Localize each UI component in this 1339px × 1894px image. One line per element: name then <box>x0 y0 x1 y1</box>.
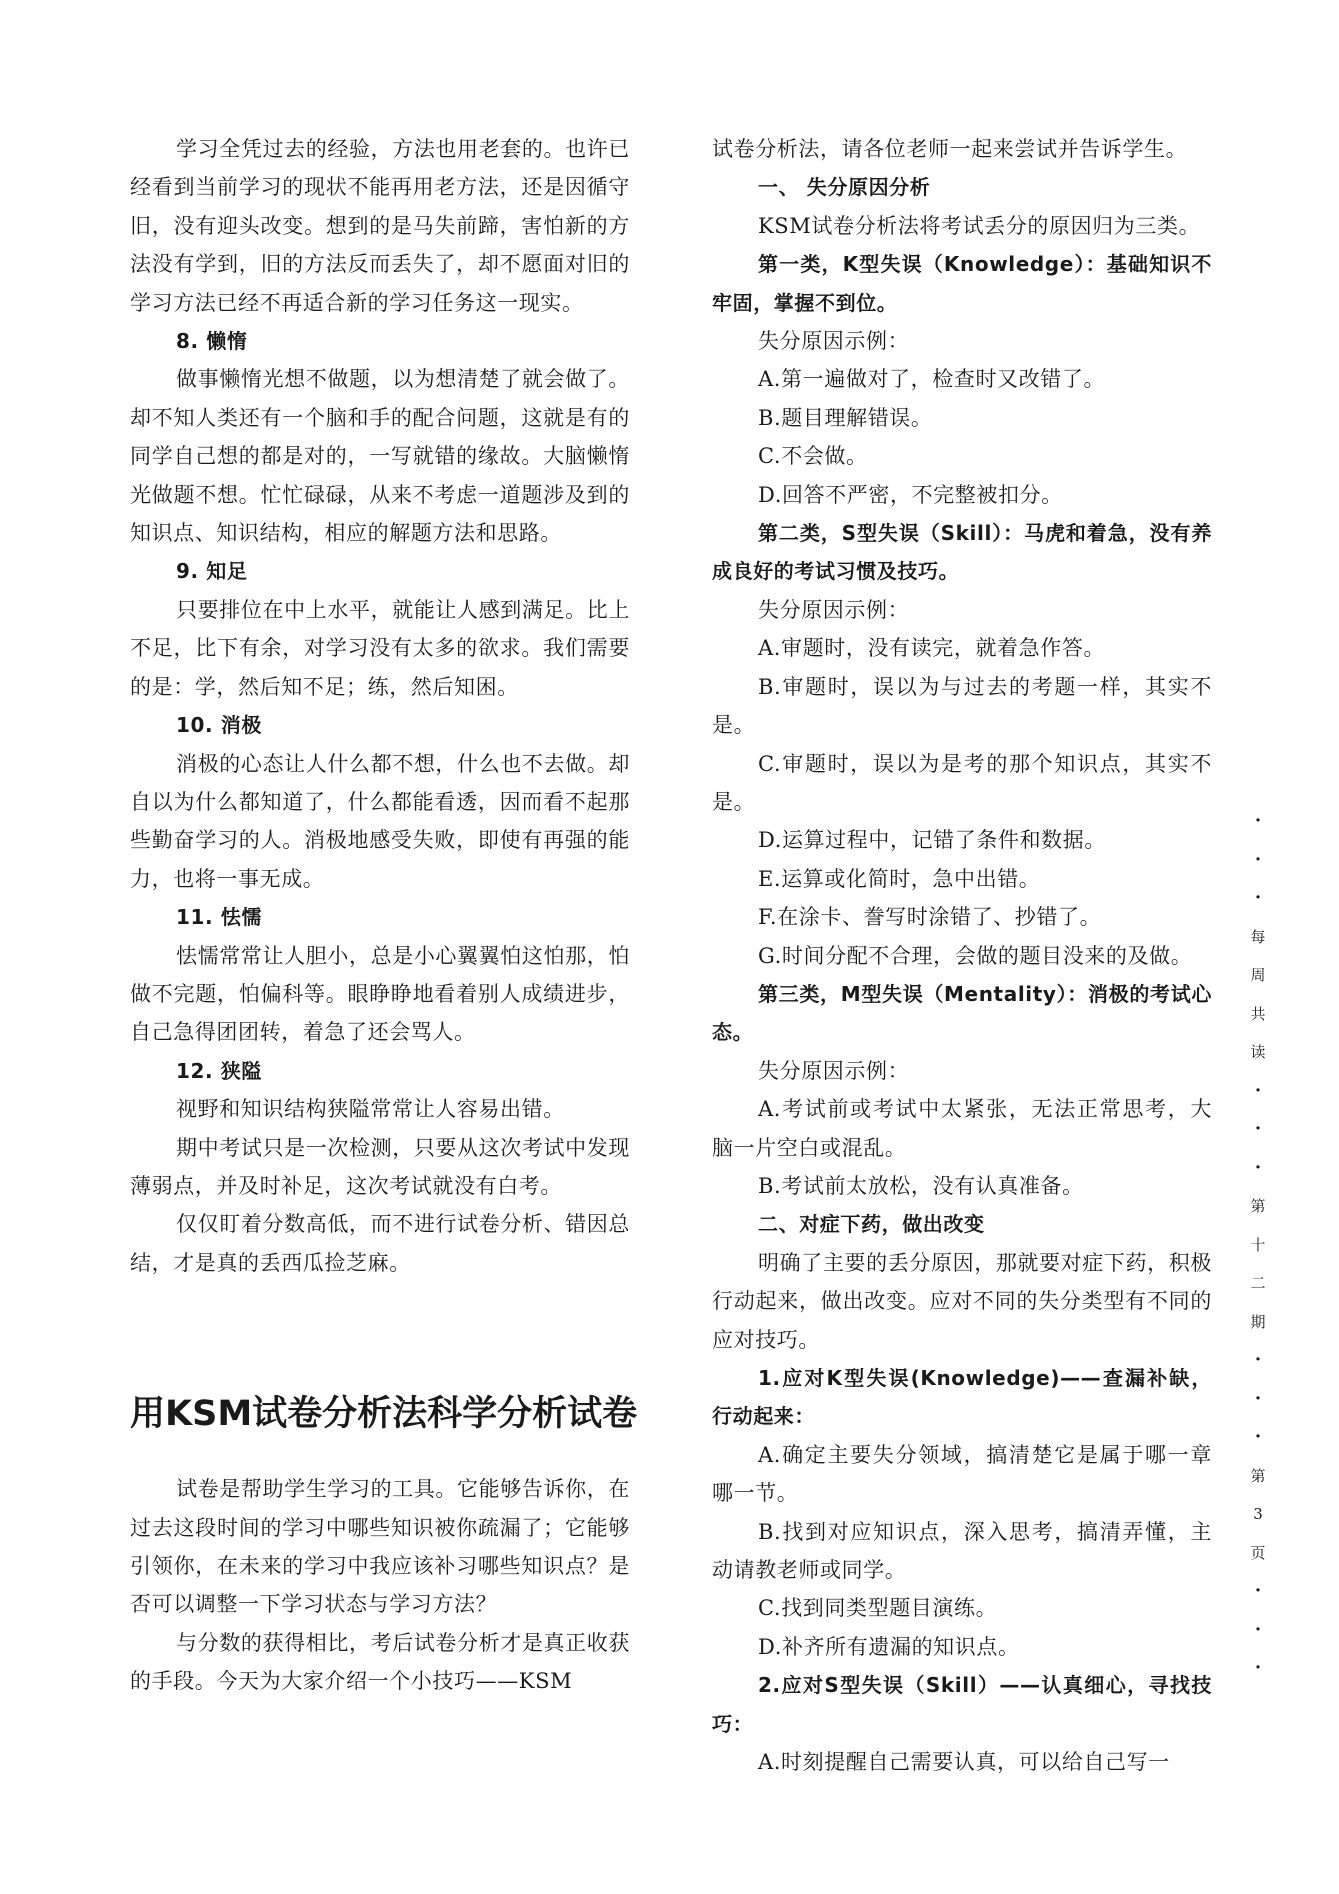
list-item: A.确定主要失分领域，搞清楚它是属于哪一章哪一节。 <box>712 1442 1212 1506</box>
paragraph: 只要排位在中上水平，就能让人感到满足。比上不足，比下有余，对学习没有太多的欲求。我们需要的是：学，然后知不足；练，然后知困。 <box>130 597 630 699</box>
page-number: 3 <box>1253 1505 1263 1523</box>
list-item: E.运算或化简时，急中出错。 <box>758 866 1041 891</box>
subsection-heading: 2.应对S型失误（Skill）——认真细心，寻找技巧： <box>712 1673 1212 1736</box>
paragraph: 失分原因示例： <box>758 329 910 354</box>
paragraph: 仅仅盯着分数高低，而不进行试卷分析、错因总结，才是真的丢西瓜捡芝麻。 <box>130 1212 630 1275</box>
section-heading: 一、 失分原因分析 <box>758 175 931 200</box>
list-item: G.时间分配不合理，会做的题目没来的及做。 <box>758 943 1193 968</box>
section-heading: 10. 消极 <box>176 713 262 738</box>
sidebar-dot: · <box>1254 1079 1262 1101</box>
left-column <box>130 130 638 1701</box>
paragraph: 视野和知识结构狭隘常常让人容易出错。 <box>176 1097 565 1122</box>
sidebar-dot: · <box>1254 1349 1262 1370</box>
list-item: D.运算过程中，记错了条件和数据。 <box>758 828 1106 853</box>
paragraph: 怯懦常常让人胆小，总是小心翼翼怕这怕那，怕做不完题，怕偏科等。眼睁睁地看着别人成绩进步，自己急得团团转，着急了还会骂人。 <box>130 943 630 1045</box>
article-title: 用KSM试卷分析法科学分析试卷 <box>130 1394 638 1435</box>
category-heading: 第二类，S型失误（Skill）：马虎和着急，没有养成良好的考试习惯及技巧。 <box>712 521 1212 584</box>
list-item: F.在涂卡、誊写时涂错了、抄错了。 <box>758 905 1102 930</box>
sidebar-dot: · <box>1254 810 1262 831</box>
paragraph: 明确了主要的丢分原因，那就要对症下药，积极行动起来，做出改变。应对不同的失分类型有不同的应对技巧。 <box>712 1250 1212 1352</box>
paragraph: 期中考试只是一次检测，只要从这次考试中发现薄弱点，并及时补足，这次考试就没有白考。 <box>130 1135 630 1198</box>
section-heading: 9. 知足 <box>176 559 248 584</box>
list-item: C.不会做。 <box>758 444 868 469</box>
category-heading: 第一类，K型失误（Knowledge）：基础知识不牢固，掌握不到位。 <box>712 252 1212 315</box>
sidebar-char: 页 <box>1250 1543 1266 1562</box>
sidebar-dot: · <box>1254 1618 1262 1640</box>
list-item: B.题目理解错误。 <box>758 405 933 430</box>
list-item: A.时刻提醒自己需要认真，可以给自己写一 <box>758 1750 1170 1775</box>
sidebar-char: 第 <box>1250 1466 1266 1485</box>
sidebar-char: 第 <box>1250 1197 1266 1215</box>
paragraph: 失分原因示例： <box>758 597 910 622</box>
sidebar-char: 每 <box>1250 927 1266 946</box>
paragraph: KSM试卷分析法将考试丢分的原因归为三类。 <box>758 213 1201 238</box>
paragraph: 消极的心态让人什么都不想，什么也不去做。却自以为什么都知道了，什么都能看透，因而看不起那些勤奋学习的人。消极地感受失败，即使有再强的能力，也将一事无成。 <box>130 751 630 891</box>
list-item: B.考试前太放松，没有认真准备。 <box>758 1173 1084 1198</box>
paragraph: 学习全凭过去的经验，方法也用老套的。也许已经看到当前学习的现状不能再用老方法，还是因循守旧，没有迎头改变。想到的是马失前蹄，害怕新的方法没有学到，旧的方法反而丢失了，却不愿面对旧的学习方法已经不再适合新的学习任务这一现实。 <box>130 137 630 315</box>
paragraph: 做事懒惰光想不做题，以为想清楚了就会做了。却不知人类还有一个脑和手的配合问题，这就是有的同学自己想的都是对的，一写就错的缘故。大脑懒惰光做题不想。忙忙碌碌，从来不考虑一道题涉及到的知识点、知识结构，相应的解题方法和思路。 <box>130 367 630 546</box>
list-item: A.考试前或考试中太紧张，无法正常思考，大脑一片空白或混乱。 <box>712 1097 1212 1160</box>
list-item: D.回答不严密，不完整被扣分。 <box>758 482 1063 507</box>
sidebar-dot: · <box>1254 1657 1262 1678</box>
vertical-page-label <box>1243 802 1273 1688</box>
section-heading: 二、对症下药，做出改变 <box>758 1212 985 1237</box>
sidebar-dot: · <box>1254 1580 1262 1601</box>
paragraph: 失分原因示例： <box>758 1058 910 1083</box>
list-item: C.找到同类型题目演练。 <box>758 1596 998 1621</box>
paragraph: 试卷分析法，请各位老师一起来尝试并告诉学生。 <box>712 137 1188 161</box>
subsection-heading: 1.应对K型失误(Knowledge)——查漏补缺，行动起来： <box>712 1366 1212 1429</box>
sidebar-dot: · <box>1254 1156 1262 1178</box>
paragraph: 与分数的获得相比，考后试卷分析才是真正收获的手段。今天为大家介绍一个小技巧——KSM <box>130 1630 630 1694</box>
sidebar-char: 周 <box>1250 966 1266 984</box>
sidebar-dot: · <box>1254 1426 1262 1447</box>
list-item: B.找到对应知识点，深入思考，搞清弄懂，主动请教老师或同学。 <box>712 1519 1212 1583</box>
section-heading: 8. 懒惰 <box>176 329 248 354</box>
sidebar-char: 读 <box>1250 1043 1266 1061</box>
category-heading: 第三类，M型失误（Mentality）：消极的考试心态。 <box>712 981 1212 1045</box>
sidebar-dot: · <box>1254 848 1262 870</box>
sidebar-char: 十 <box>1250 1235 1266 1254</box>
paragraph: 试卷是帮助学生学习的工具。它能够告诉你，在过去这段时间的学习中哪些知识被你疏漏了；它能够引领你，在未来的学习中我应该补习哪些知识点？是否可以调整一下学习状态与学习方法？ <box>130 1477 630 1617</box>
section-heading: 12. 狭隘 <box>176 1058 262 1083</box>
section-heading: 11. 怯懦 <box>176 905 262 930</box>
list-item: B.审题时，误以为与过去的考题一样，其实不是。 <box>712 674 1212 738</box>
sidebar-dot: · <box>1254 1118 1262 1139</box>
sidebar-dot: · <box>1254 1387 1262 1409</box>
sidebar-char: 共 <box>1250 1004 1266 1023</box>
list-item: A.审题时，没有读完，就着急作答。 <box>758 636 1106 661</box>
sidebar-dot: · <box>1254 887 1262 908</box>
list-item: C.审题时，误以为是考的那个知识点，其实不是。 <box>712 751 1212 814</box>
sidebar-char: 二 <box>1250 1274 1266 1292</box>
list-item: D.补齐所有遗漏的知识点。 <box>758 1634 1020 1659</box>
sidebar-char: 期 <box>1250 1312 1266 1331</box>
right-column <box>712 130 1212 1781</box>
list-item: A.第一遍做对了，检查时又改错了。 <box>758 367 1106 392</box>
